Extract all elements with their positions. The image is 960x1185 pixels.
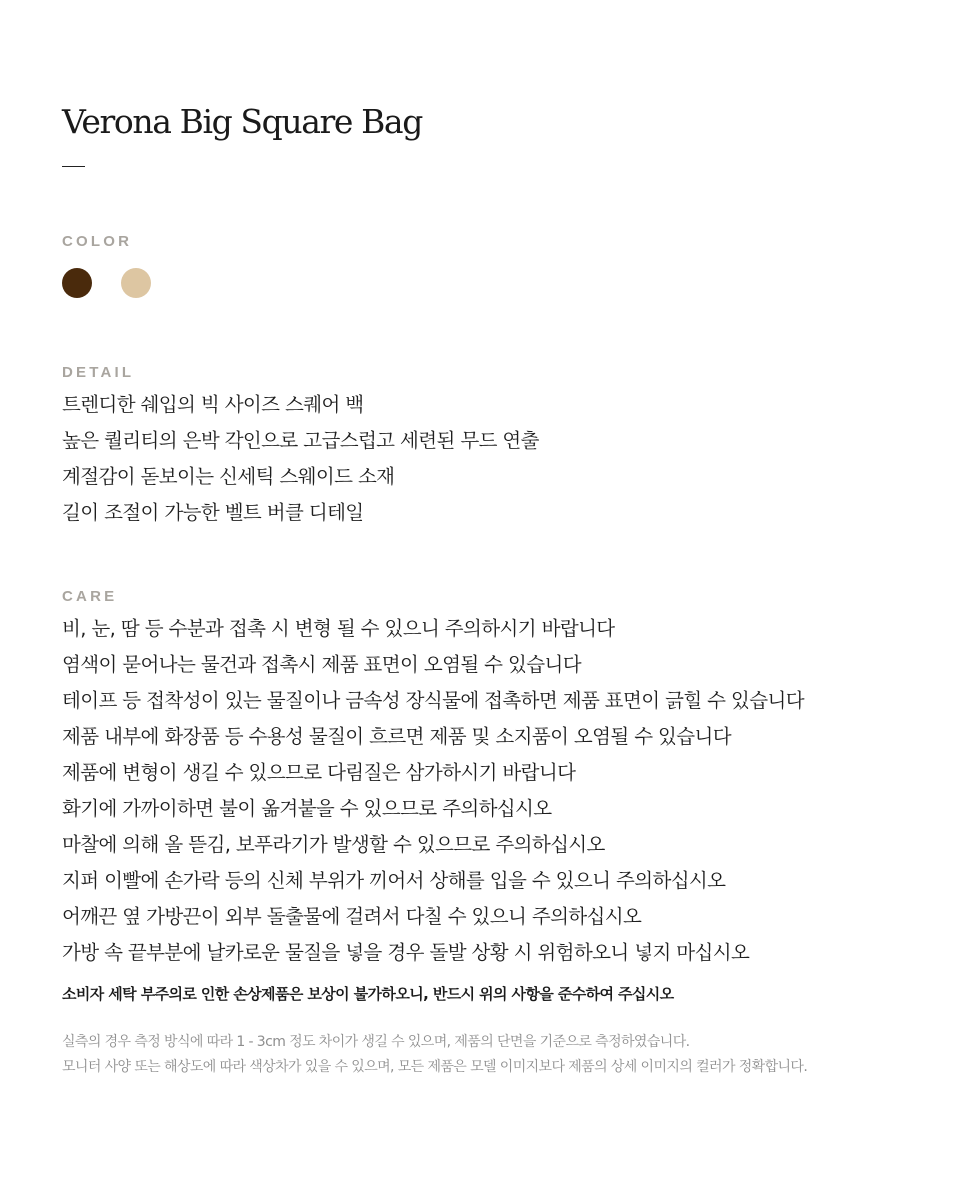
detail-line: 길이 조절이 가능한 벨트 버클 디테일: [62, 501, 364, 524]
care-line: 지퍼 이빨에 손가락 등의 신체 부위가 끼어서 상해를 입을 수 있으니 주의하십시오: [62, 869, 726, 892]
care-line: 제품에 변형이 생길 수 있으므로 다림질은 삼가하시기 바랍니다: [62, 761, 576, 784]
detail-line: 높은 퀄리티의 은박 각인으로 고급스럽고 세련된 무드 연출: [62, 429, 539, 452]
care-section-label: CARE: [62, 588, 118, 605]
care-line: 어깨끈 옆 가방끈이 외부 돌출물에 걸려서 다칠 수 있으니 주의하십시오: [62, 905, 642, 928]
note-line: 실측의 경우 측정 방식에 따라 1 - 3cm 정도 차이가 생길 수 있으며, 제품의 단면을 기준으로 측정하였습니다.: [62, 1034, 690, 1050]
title-divider: [62, 166, 85, 167]
detail-line: 트렌디한 쉐입의 빅 사이즈 스퀘어 백: [62, 393, 364, 416]
color-swatch-dark-brown[interactable]: [62, 268, 92, 298]
care-line: 염색이 묻어나는 물건과 접촉시 제품 표면이 오염될 수 있습니다: [62, 653, 581, 676]
care-line: 마찰에 의해 올 뜯김, 보푸라기가 발생할 수 있으므로 주의하십시오: [62, 833, 605, 856]
care-line: 비, 눈, 땀 등 수분과 접촉 시 변형 될 수 있으니 주의하시기 바랍니다: [62, 617, 615, 640]
detail-list: [62, 387, 539, 531]
care-line: 가방 속 끝부분에 날카로운 물질을 넣을 경우 돌발 상황 시 위험하오니 넣지 마십시오: [62, 941, 750, 964]
color-swatches: [62, 268, 151, 298]
care-line: 제품 내부에 화장품 등 수용성 물질이 흐르면 제품 및 소지품이 오염될 수 있습니다: [62, 725, 732, 748]
care-line: 테이프 등 접착성이 있는 물질이나 금속성 장식물에 접촉하면 제품 표면이 긁힐 수 있습니다: [62, 689, 804, 712]
color-section-label: COLOR: [62, 233, 133, 250]
product-title: Verona Big Square Bag: [62, 102, 422, 141]
note-line: 모니터 사양 또는 해상도에 따라 색상차가 있을 수 있으며, 모든 제품은 모델 이미지보다 제품의 상세 이미지의 컬러가 정확합니다.: [62, 1059, 808, 1075]
color-swatch-beige[interactable]: [121, 268, 151, 298]
detail-line: 계절감이 돋보이는 신세틱 스웨이드 소재: [62, 465, 395, 488]
care-warning: 소비자 세탁 부주의로 인한 손상제품은 보상이 불가하오니, 반드시 위의 사항을 준수하여 주십시오: [62, 985, 674, 1003]
care-line: 화기에 가까이하면 불이 옮겨붙을 수 있으므로 주의하십시오: [62, 797, 552, 820]
care-list: [62, 611, 804, 971]
measurement-notes: [62, 1030, 807, 1080]
detail-section-label: DETAIL: [62, 364, 135, 381]
